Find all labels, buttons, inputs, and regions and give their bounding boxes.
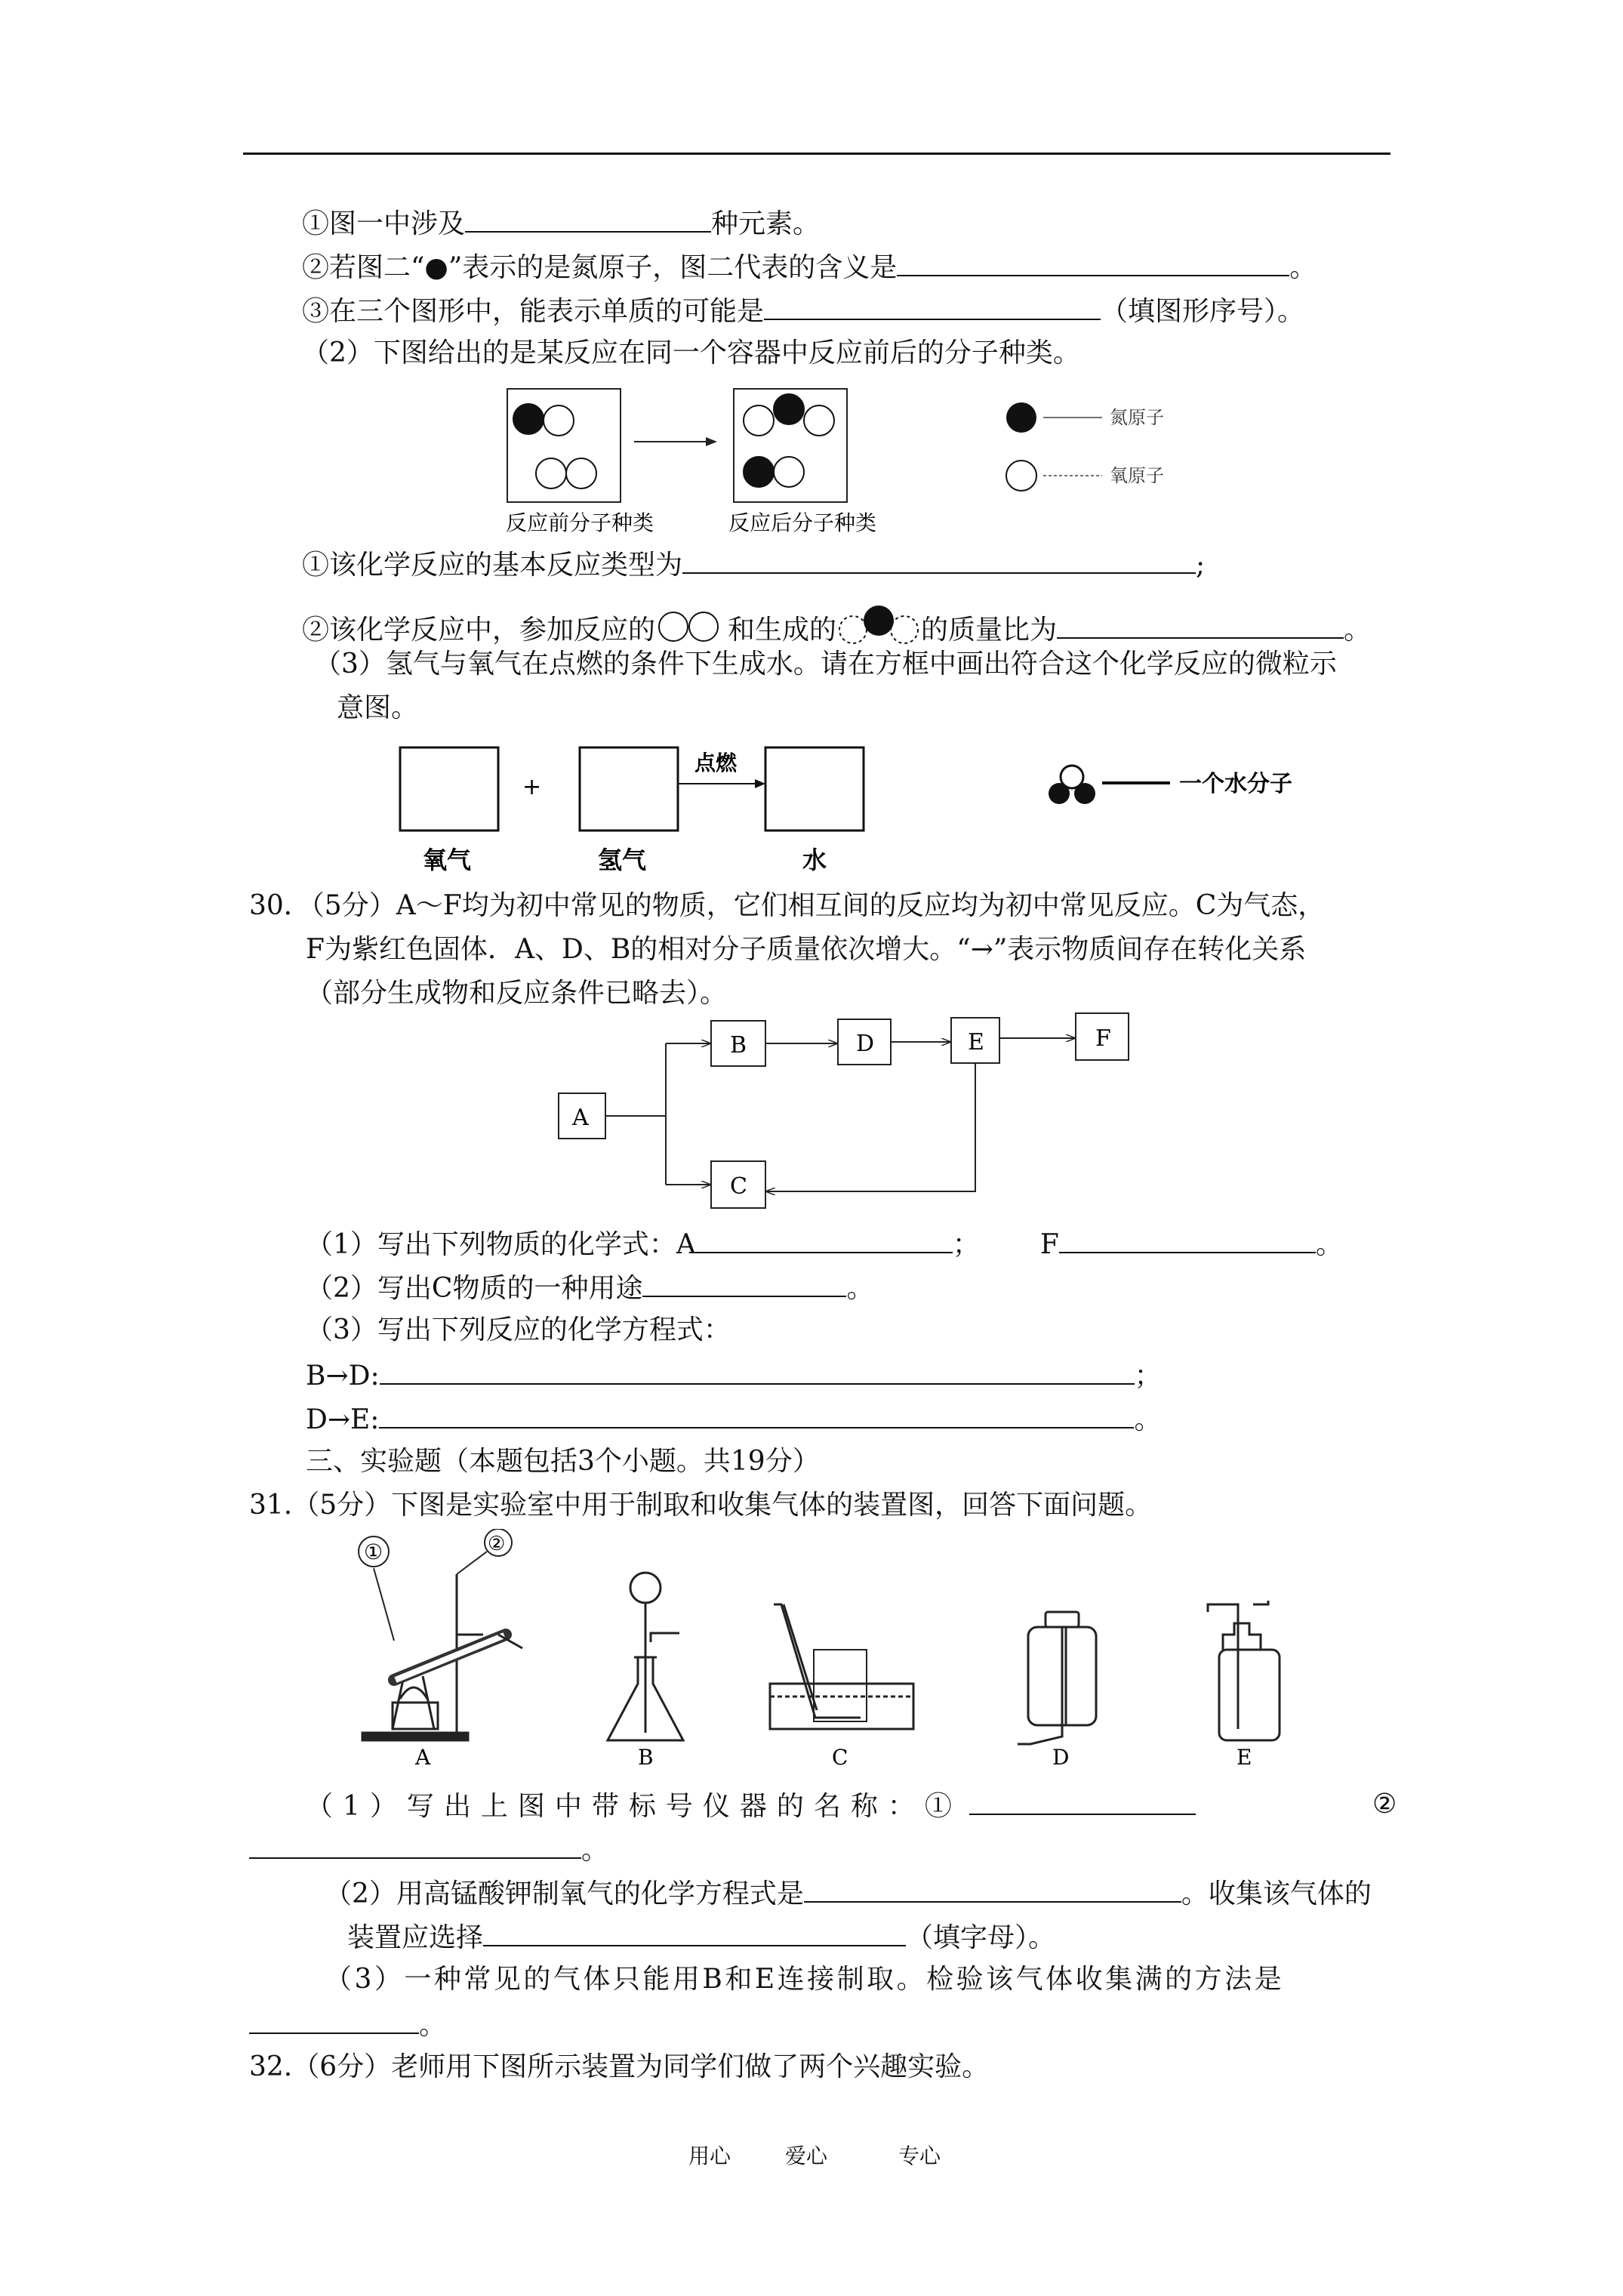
question-31-3a: （3）一种常见的气体只能用B和E连接制取。检验该气体收集满的方法是: [325, 1964, 1285, 1995]
label-d: D: [1052, 1745, 1070, 1770]
apparatus-a: [359, 1529, 522, 1740]
question-2-intro: （2）下图给出的是某反应在同一个容器中反应前后的分子种类。: [302, 337, 1080, 368]
o2-molecule-icon: [655, 612, 728, 645]
answer-blank[interactable]: [1059, 1226, 1316, 1253]
footer-text-2: 爱心: [785, 2143, 828, 2168]
node-f-label: F: [1095, 1025, 1111, 1052]
node-d-label: D: [856, 1031, 875, 1057]
plus-sign: +: [522, 774, 542, 800]
water-molecule-legend: 一个水分子: [1179, 771, 1292, 797]
label-b: B: [638, 1745, 654, 1770]
header-rule: [243, 153, 1390, 155]
answer-blank[interactable]: [682, 547, 1196, 574]
nitrogen-atom: [774, 394, 804, 424]
water-hydrogen-atom: [1049, 783, 1070, 804]
question-31-2a: （2）用高锰酸钾制氧气的化学方程式是 。收集该气体的: [325, 1875, 1372, 1911]
node-e-label: E: [968, 1029, 984, 1056]
answer-blank[interactable]: [379, 1401, 1134, 1428]
oxygen-caption: 氧气: [423, 846, 472, 874]
question-reaction-type: ①该化学反应的基本反应类型为 ;: [302, 547, 1205, 582]
nitrogen-atom: [744, 457, 774, 487]
answer-blank[interactable]: [969, 1788, 1196, 1815]
node-b-label: B: [730, 1032, 747, 1059]
apparatus-d: [1018, 1612, 1096, 1744]
oxygen-drawing-box: [400, 747, 498, 831]
answer-blank[interactable]: [764, 293, 1101, 320]
hydrogen-drawing-box: [580, 747, 678, 831]
legend-oxygen-atom: [1006, 461, 1036, 491]
oxygen-atom: [804, 405, 834, 436]
answer-blank[interactable]: [897, 249, 1289, 276]
answer-blank[interactable]: [696, 1226, 953, 1253]
marker-2-text: ②: [1372, 1789, 1397, 1820]
answer-blank[interactable]: [1057, 612, 1344, 639]
legend-oxygen-label: 氧原子: [1110, 465, 1164, 486]
arrow-e-c: [765, 1063, 975, 1191]
ignite-label: 点燃: [694, 750, 738, 775]
question-31-1-cont: 。: [249, 1832, 608, 1867]
question-3-line1: （3）氢气与氧气在点燃的条件下生成水。请在方框中画出符合这个化学反应的微粒示: [314, 649, 1337, 680]
question-single-substance: ③在三个图形中，能表示单质的可能是 （填图形序号）。: [302, 293, 1304, 328]
transformation-diagram: [544, 1004, 1147, 1253]
apparatus-e: [1208, 1601, 1280, 1740]
question-fig2-meaning: ②若图二“●”表示的是氮原子，图二代表的含义是 。: [302, 249, 1317, 285]
question-30-2: （2）写出C物质的一种用途 。: [306, 1270, 873, 1305]
hydrogen-caption: 氢气: [598, 846, 647, 874]
answer-blank[interactable]: [249, 2007, 419, 2034]
water-caption: 水: [802, 846, 827, 874]
question-31-1: （1）写出上图中带标号仪器的名称：①: [306, 1788, 1196, 1823]
footer-text-3: 专心: [898, 2143, 941, 2168]
label-c: C: [832, 1745, 848, 1770]
reaction-figure: [498, 381, 1238, 540]
equation-d-e: D→E: 。: [306, 1401, 1161, 1437]
node-c-label: C: [730, 1173, 747, 1200]
question-30-line3: （部分生成物和反应条件已略去）。: [306, 978, 728, 1009]
answer-blank[interactable]: [380, 1358, 1135, 1385]
node-a-label: A: [572, 1105, 589, 1131]
water-hydrogen-atom: [1074, 783, 1095, 804]
oxygen-atom: [566, 458, 596, 488]
label-a: A: [415, 1745, 431, 1770]
marker-1: ①: [364, 1539, 383, 1564]
question-30-line1: 30．（5分）A～F均为初中常见的物质，它们相互间的反应均为初中常见反应。C为气态，: [249, 890, 1326, 921]
question-31-3b: 。: [249, 2007, 446, 2042]
apparatus-b: [608, 1573, 683, 1740]
footer-text-1: 用心: [688, 2143, 731, 2168]
water-drawing-box: [765, 747, 864, 831]
question-31: 31.（5分）下图是实验室中用于制取和收集气体的装置图，回答下面问题。: [249, 1490, 1153, 1521]
apparatus-c: [770, 1604, 913, 1729]
before-label: 反应前分子种类: [506, 510, 654, 535]
question-30-1: （1）写出下列物质的化学式：A ； F 。: [306, 1226, 1343, 1262]
water-formation-figure: [385, 740, 1336, 883]
label-e: E: [1236, 1745, 1252, 1770]
question-32: 32.（6分）老师用下图所示装置为同学们做了两个兴趣实验。: [249, 2051, 990, 2082]
oxygen-atom: [774, 457, 804, 487]
apparatus-figure: [347, 1529, 1298, 1778]
equation-b-d: B→D: ；: [306, 1358, 1162, 1393]
section-3-heading: 三、实验题（本题包括3个小题。共19分）: [306, 1446, 820, 1477]
legend-nitrogen-label: 氮原子: [1110, 407, 1164, 428]
question-fig1-elements: ①图一中涉及 种元素。: [302, 205, 820, 241]
answer-blank[interactable]: [642, 1270, 846, 1297]
question-30-3: （3）写出下列反应的化学方程式：: [306, 1314, 731, 1345]
question-mass-ratio: ②该化学反应中，参加反应的 和生成的 的质量比为 。: [302, 604, 1371, 647]
after-label: 反应后分子种类: [728, 510, 877, 535]
oxygen-atom: [536, 458, 566, 488]
question-30-line2: F为紫红色固体．A、D、B的相对分子质量依次增大。“→”表示物质间存在转化关系: [306, 934, 1307, 965]
answer-blank[interactable]: [465, 205, 711, 233]
no2-molecule-icon: [836, 604, 921, 646]
legend-nitrogen-atom: [1006, 402, 1036, 433]
oxygen-atom: [544, 405, 574, 436]
answer-blank[interactable]: [249, 1832, 581, 1859]
nitrogen-atom: [513, 404, 544, 434]
question-31-2b: 装置应选择 （填字母）。: [347, 1919, 1055, 1955]
answer-blank[interactable]: [483, 1919, 906, 1946]
oxygen-atom: [744, 405, 774, 436]
marker-2: ②: [488, 1533, 506, 1555]
answer-blank[interactable]: [804, 1875, 1181, 1903]
question-3-line2: 意图。: [337, 692, 419, 723]
